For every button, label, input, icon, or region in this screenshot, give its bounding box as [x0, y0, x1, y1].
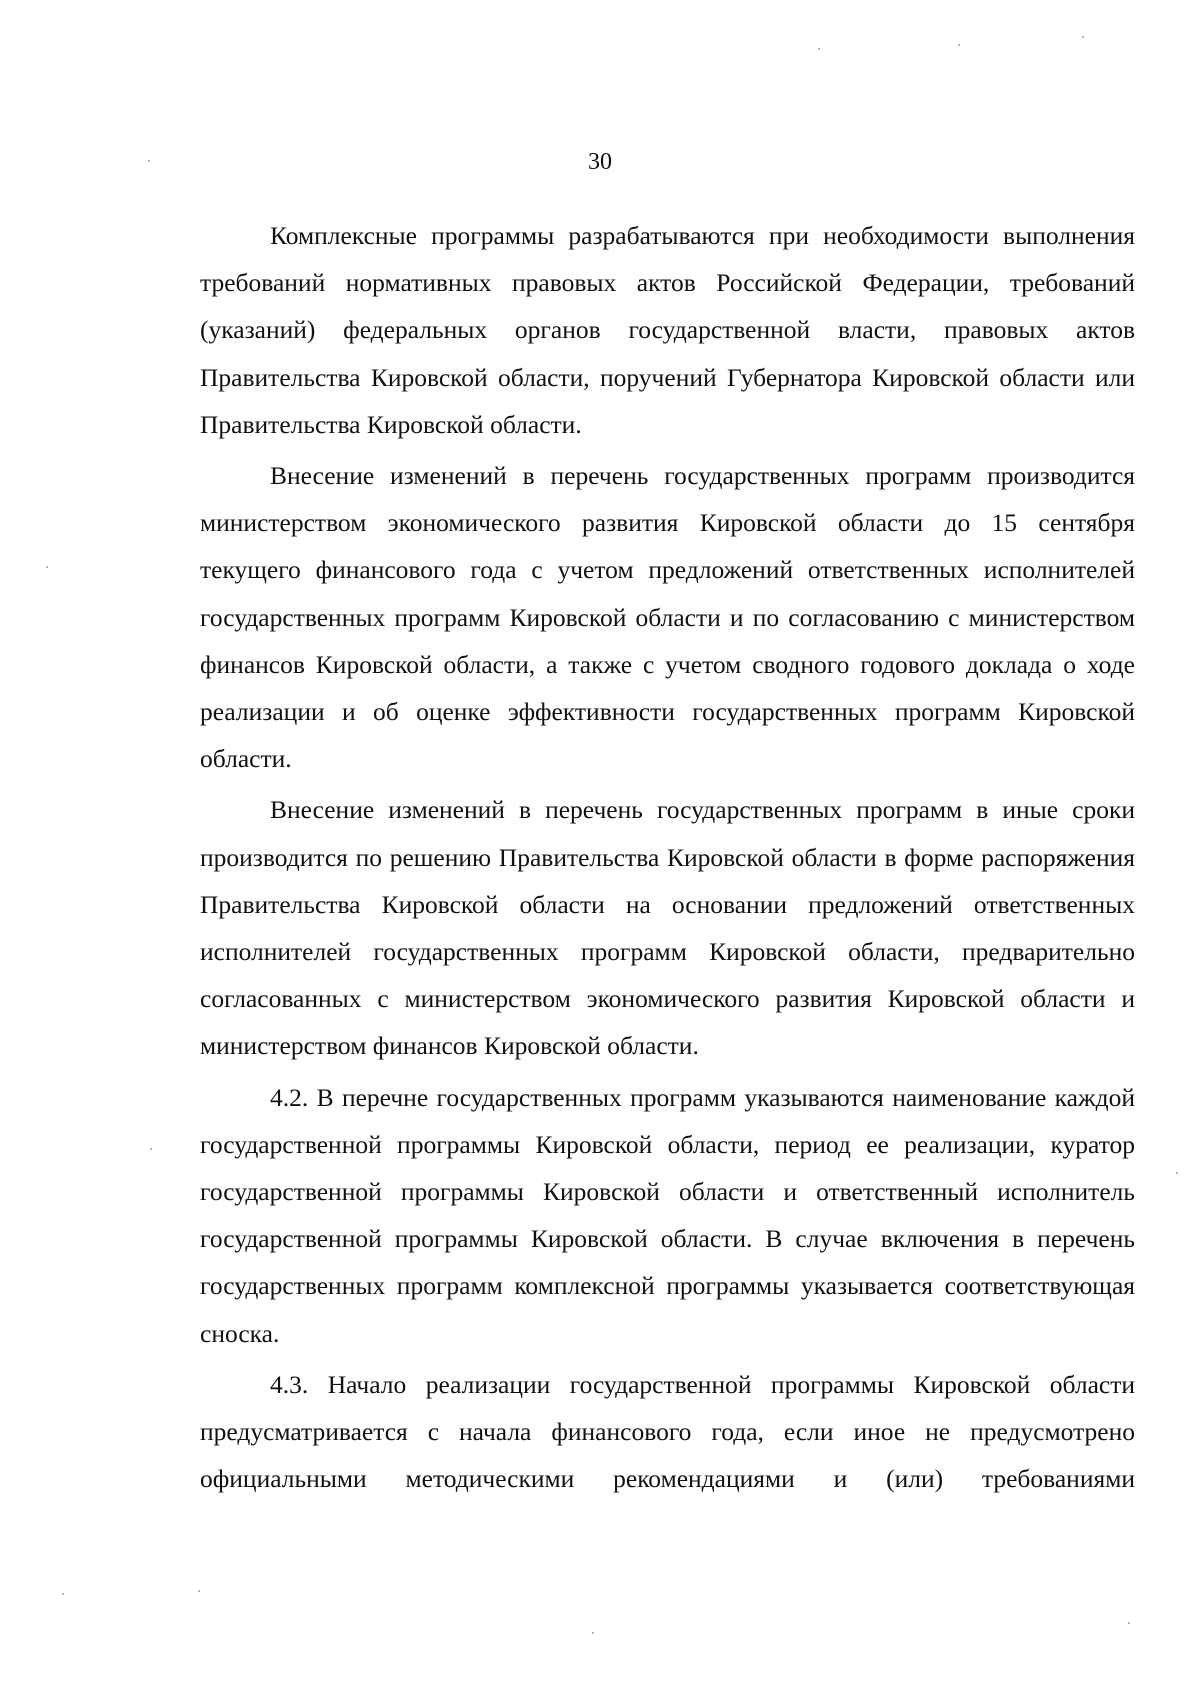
- document-body: [200, 212, 1135, 1506]
- scan-speck: [198, 1590, 200, 1592]
- paragraph-list-changes-other-terms: Внесение изменений в перечень государственных программ в иные сроки производится по решению Правительства Кировской области в форме распоряжения Правительства Кировской области на основании предложений ответственных исполнителей государственных программ Кировской области, предварительно согласованных с министерством экономического развития Кировской области и министерством финансов Кировской области.: [200, 795, 1135, 1061]
- scan-speck: [150, 1148, 152, 1150]
- scan-speck: [1128, 1622, 1130, 1624]
- page-number: 30: [588, 149, 612, 175]
- paragraph-section-4-2: 4.2. В перечне государственных программ указываются наименование каждой государственной программы Кировской области, период ее реализации, куратор государственной программы Кировской области и ответственный исполнитель государственной программы Кировской области. В случае включения в перечень государственных программ комплексной программы указывается соответствующая сноска.: [200, 1082, 1135, 1348]
- scan-speck: [592, 1632, 594, 1634]
- paragraph-list-changes-deadline: Внесение изменений в перечень государственных программ производится министерством экономического развития Кировской области до 15 сентября текущего финансового года с учетом предложений ответственных исполнителей государственных программ Кировской области и по согласованию с министерством финансов Кировской области, а также с учетом сводного годового доклада о ходе реализации и об оценке эффективности государственных программ Кировской области.: [200, 461, 1135, 774]
- scan-speck: [818, 48, 820, 50]
- scan-speck: [46, 566, 48, 568]
- scan-speck: [958, 44, 960, 46]
- paragraph-section-4-3: 4.3. Начало реализации государственной программы Кировской области предусматривается с начала финансового года, если иное не предусмотрено официальными методическими рекомендациями и (или) требованиями: [200, 1369, 1135, 1494]
- scan-speck: [1176, 1172, 1178, 1174]
- paragraph-complex-programs: Комплексные программы разрабатываются при необходимости выполнения требований нормативных правовых актов Российской Федерации, требований (указаний) федеральных органов государственной власти, правовых актов Правительства Кировской области, поручений Губернатора Кировской области или Правительства Кировской области.: [200, 221, 1135, 439]
- scan-speck: [148, 160, 150, 162]
- scan-speck: [62, 1593, 64, 1595]
- scan-speck: [1082, 36, 1084, 38]
